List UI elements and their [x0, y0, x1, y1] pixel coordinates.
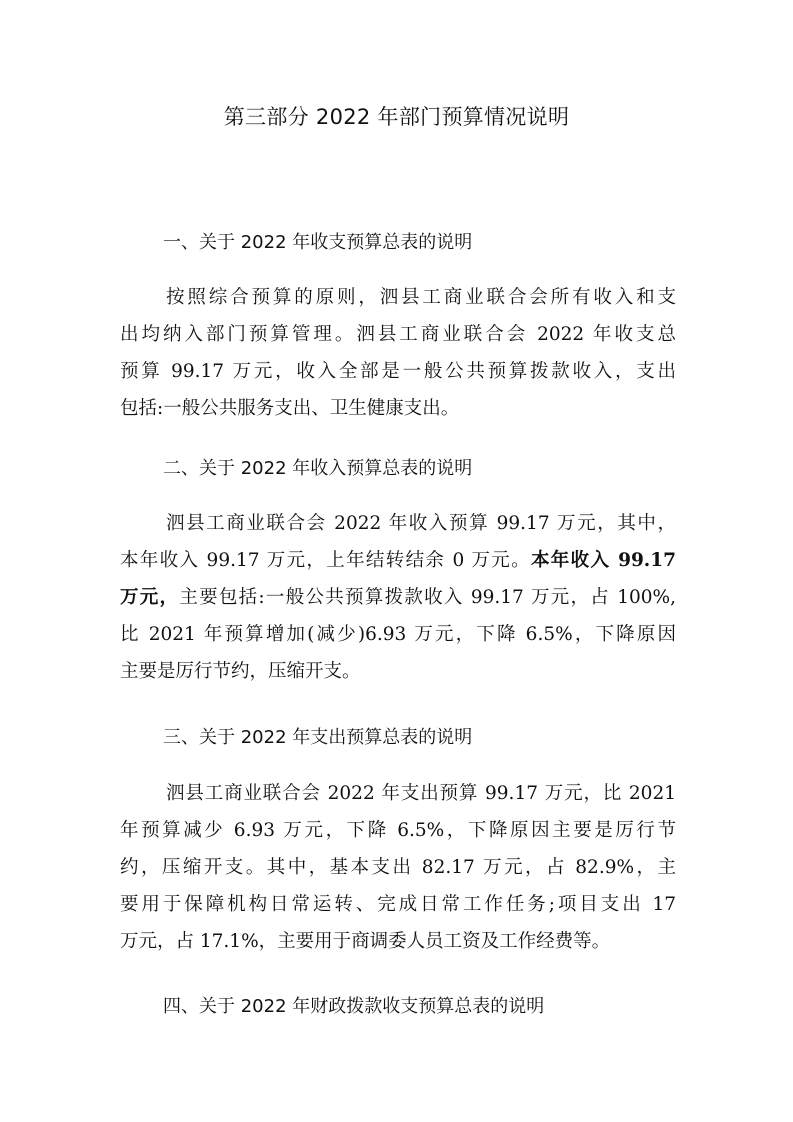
document-title: 第三部分 2022 年部门预算情况说明	[223, 105, 570, 129]
section-3-line-3: 约，压缩开支。其中，基本支出 82.17 万元，占 82.9%，主	[120, 857, 676, 878]
section-2-line-4: 比 2021 年预算增加(减少)6.93 万元，下降 6.5%，下降原因	[120, 624, 676, 645]
section-1-line-1: 按照综合预算的原则，泗县工商业联合会所有收入和支	[166, 287, 676, 308]
section-3-line-5: 万元，占 17.1%，主要用于商调委人员工资及工作经费等。	[120, 931, 611, 952]
section-2-paragraph	[120, 505, 676, 690]
section-1-line-2: 出均纳入部门预算管理。泗县工商业联合会 2022 年收支总	[120, 324, 676, 345]
section-2-line-5: 主要是厉行节约，压缩开支。	[120, 661, 361, 682]
section-1-heading: 一、关于 2022 年收支预算总表的说明	[163, 232, 473, 253]
section-2-line-2-text: 本年收入 99.17 万元，上年结转结余 0 万元。	[120, 550, 531, 571]
section-3-line-4: 要用于保障机构日常运转、完成日常工作任务;项目支出 17	[120, 894, 676, 915]
section-1-line-4: 包括:一般公共服务支出、卫生健康支出。	[120, 398, 460, 419]
section-2-line-3-bold: 万元，	[120, 587, 180, 608]
section-4-heading: 四、关于 2022 年财政拨款收支预算总表的说明	[163, 996, 545, 1017]
section-2-line-1: 泗县工商业联合会 2022 年收入预算 99.17 万元，其中，	[166, 513, 676, 534]
section-3-paragraph	[120, 775, 676, 960]
section-3-line-1: 泗县工商业联合会 2022 年支出预算 99.17 万元，比 2021	[166, 783, 676, 804]
section-2-heading: 二、关于 2022 年收入预算总表的说明	[163, 458, 473, 479]
section-1-line-3: 预算 99.17 万元，收入全部是一般公共预算拨款收入，支出	[120, 361, 676, 382]
section-1-paragraph	[120, 279, 676, 427]
section-2-line-2	[120, 542, 676, 579]
section-2-line-3-text: 主要包括:一般公共预算拨款收入 99.17 万元，占 100%,	[179, 587, 676, 608]
section-3-heading: 三、关于 2022 年支出预算总表的说明	[163, 727, 473, 748]
section-3-line-2: 年预算减少 6.93 万元，下降 6.5%，下降原因主要是厉行节	[120, 820, 676, 841]
section-2-line-3	[120, 579, 676, 616]
section-2-line-2-bold: 本年收入 99.17	[530, 550, 676, 571]
